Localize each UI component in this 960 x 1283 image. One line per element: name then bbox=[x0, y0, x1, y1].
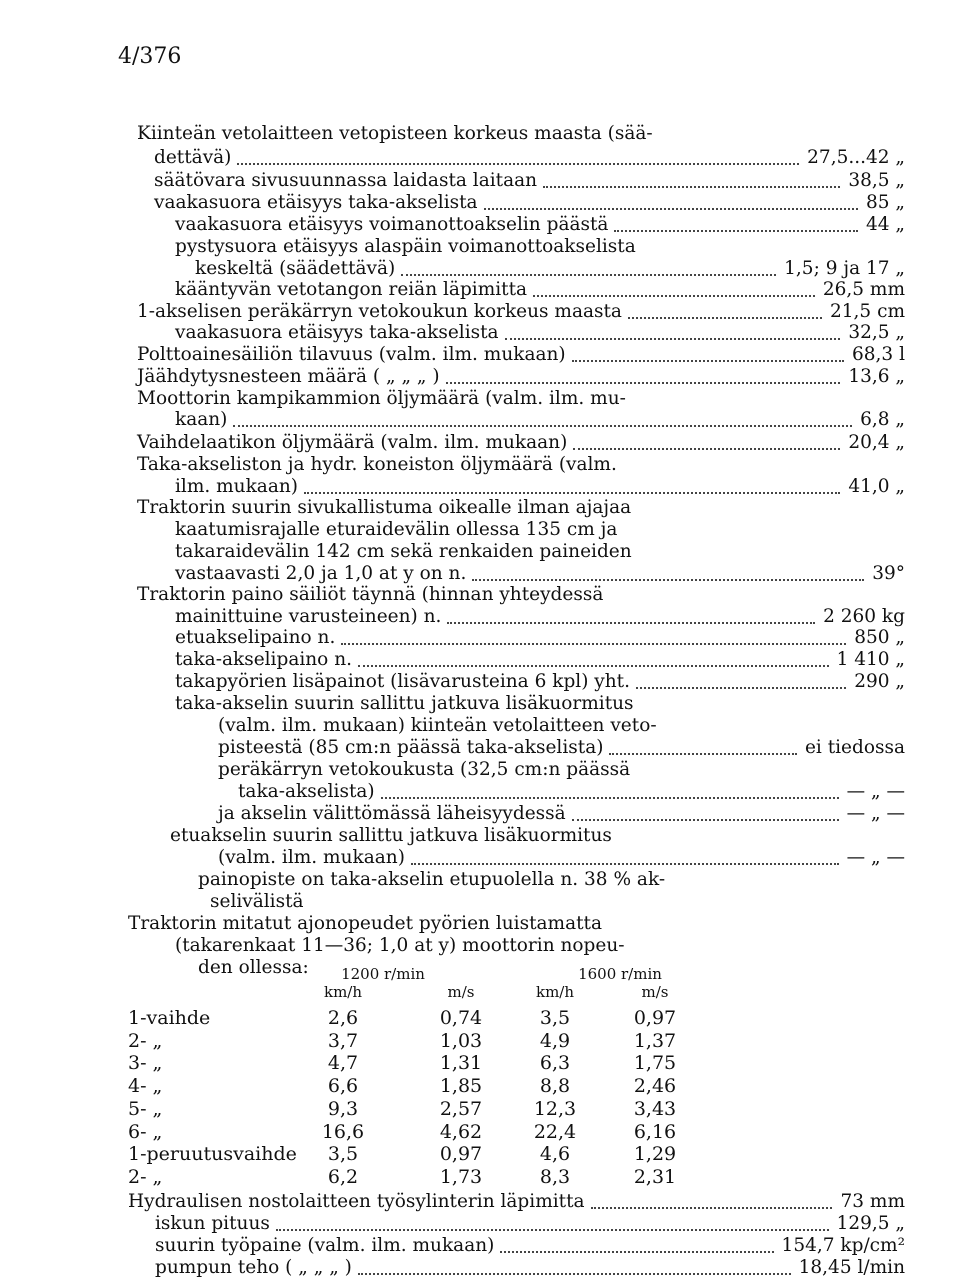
spec-label: kaan) bbox=[175, 409, 228, 430]
spec-label: Traktorin suurin sivukallistuma oikealle ilman ajajaa bbox=[137, 497, 632, 518]
speed-cell: 1,85 bbox=[439, 1075, 483, 1098]
speed-cell: 4,9 bbox=[539, 1029, 571, 1052]
spec-leader-dots bbox=[401, 258, 776, 276]
spec-row bbox=[0, 563, 960, 585]
spec-label: Jäähdytysnesteen määrä ( „ „ „ ) bbox=[137, 366, 440, 387]
spec-label: taka-akselipaino n. bbox=[175, 649, 352, 670]
spec-row bbox=[0, 891, 960, 913]
gear-label: 2- „ bbox=[128, 1029, 163, 1052]
spec-leader-dots bbox=[533, 279, 815, 297]
spec-value: 38,5 „ bbox=[848, 170, 905, 191]
spec-value: 1,5; 9 ja 17 „ bbox=[784, 258, 905, 279]
spec-leader-dots bbox=[411, 847, 839, 865]
speed-cell: 2,31 bbox=[633, 1165, 677, 1188]
speed-cell: 3,7 bbox=[327, 1029, 359, 1052]
speed-cell: 22,4 bbox=[533, 1120, 577, 1143]
spec-row bbox=[0, 322, 960, 344]
hydraulic-spec-label: suurin työpaine (valm. ilm. mukaan) bbox=[155, 1235, 495, 1256]
spec-leader-dots bbox=[573, 432, 840, 450]
speed-cell: 4,62 bbox=[439, 1120, 483, 1143]
gear-label: 1-peruutusvaihde bbox=[128, 1143, 297, 1166]
speed-cell: 6,6 bbox=[327, 1075, 359, 1098]
spec-label: takapyörien lisäpainot (lisävarusteina 6 kpl) yht. bbox=[175, 671, 630, 692]
spec-row bbox=[0, 301, 960, 323]
speed-cell: 4,7 bbox=[327, 1052, 359, 1075]
spec-label: den ollessa: bbox=[198, 957, 309, 978]
speed-cell: 2,57 bbox=[439, 1097, 483, 1120]
spec-row bbox=[0, 366, 960, 388]
spec-label: (takarenkaat 11—36; 1,0 at y) moottorin nopeu- bbox=[175, 935, 625, 956]
spec-row bbox=[0, 344, 960, 366]
speed-cell: 0,74 bbox=[439, 1007, 483, 1029]
spec-label: Vaihdelaatikon öljymäärä (valm. ilm. mukaan) bbox=[137, 432, 568, 453]
spec-label: Traktorin mitatut ajonopeudet pyörien luistamatta bbox=[128, 913, 603, 934]
spec-label: 1-akselisen peräkärryn vetokoukun korkeus maasta bbox=[137, 301, 622, 322]
gear-label: 2- „ bbox=[128, 1165, 163, 1188]
kmh-header-1: km/h bbox=[323, 983, 363, 1001]
spec-value: 13,6 „ bbox=[848, 366, 905, 387]
spec-label: (valm. ilm. mukaan) kiinteän vetolaitteen veto- bbox=[218, 715, 657, 736]
spec-label: Kiinteän vetolaitteen vetopisteen korkeus maasta (sää- bbox=[137, 123, 653, 144]
spec-value: 21,5 cm bbox=[830, 301, 905, 322]
spec-label: selivälistä bbox=[210, 891, 304, 912]
spec-value: 6,8 „ bbox=[860, 409, 905, 430]
ms-header-1: m/s bbox=[447, 983, 475, 1001]
spec-label: vaakasuora etäisyys taka-akselista bbox=[154, 192, 478, 213]
spec-label: taka-akselista) bbox=[238, 781, 375, 802]
spec-row bbox=[0, 279, 960, 301]
speed-cell: 1,73 bbox=[439, 1165, 483, 1188]
spec-label: keskeltä (säädettävä) bbox=[195, 258, 396, 279]
spec-label: pystysuora etäisyys alaspäin voimanottoakselista bbox=[175, 236, 636, 257]
spec-label: dettävä) bbox=[154, 147, 232, 168]
speed-cell: 12,3 bbox=[533, 1097, 577, 1120]
spec-label: (valm. ilm. mukaan) bbox=[218, 847, 405, 868]
spec-leader-dots bbox=[341, 627, 846, 645]
hydraulic-spec-label: iskun pituus bbox=[155, 1213, 270, 1234]
kmh-header-2: km/h bbox=[535, 983, 575, 1001]
hydraulic-spec-row bbox=[0, 1191, 960, 1213]
spec-value: 44 „ bbox=[865, 214, 905, 235]
spec-row bbox=[0, 759, 960, 781]
spec-row bbox=[0, 781, 960, 803]
spec-leader-dots bbox=[572, 344, 844, 362]
spec-row bbox=[0, 541, 960, 563]
spec-row bbox=[0, 869, 960, 891]
hydraulic-spec-leader-dots bbox=[358, 1257, 791, 1275]
speed-cell: 3,5 bbox=[539, 1007, 571, 1029]
spec-row bbox=[0, 432, 960, 454]
spec-leader-dots bbox=[381, 781, 839, 799]
spec-label: mainittuine varusteineen) n. bbox=[175, 606, 442, 627]
spec-row bbox=[0, 454, 960, 476]
spec-row bbox=[0, 497, 960, 519]
hydraulic-spec-label: pumpun teho ( „ „ „ ) bbox=[155, 1257, 352, 1278]
spec-row bbox=[0, 847, 960, 869]
speed-cell: 3,43 bbox=[633, 1097, 677, 1120]
spec-value: 2 260 kg bbox=[823, 606, 905, 627]
spec-row bbox=[0, 584, 960, 606]
spec-label: vaakasuora etäisyys voimanottoakselin päästä bbox=[175, 214, 609, 235]
spec-leader-dots bbox=[358, 649, 829, 667]
spec-row bbox=[0, 693, 960, 715]
speed-cell: 9,3 bbox=[327, 1097, 359, 1120]
spec-row bbox=[0, 192, 960, 214]
spec-label: painopiste on taka-akselin etupuolella n. 38 % ak- bbox=[198, 869, 666, 890]
ms-header-2: m/s bbox=[641, 983, 669, 1001]
spec-value: 20,4 „ bbox=[848, 432, 905, 453]
gear-label: 4- „ bbox=[128, 1075, 163, 1098]
speed-cell: 0,97 bbox=[439, 1143, 483, 1166]
spec-label: kääntyvän vetotangon reiän läpimitta bbox=[175, 279, 528, 300]
speed-cell: 0,97 bbox=[633, 1007, 677, 1029]
spec-row bbox=[0, 476, 960, 498]
spec-label: taka-akselin suurin sallittu jatkuva lisäkuormitus bbox=[175, 693, 634, 714]
spec-leader-dots bbox=[237, 147, 799, 165]
spec-value: 39° bbox=[872, 563, 905, 584]
spec-leader-dots bbox=[447, 606, 815, 624]
spec-label: vaakasuora etäisyys taka-akselista bbox=[175, 322, 499, 343]
page-number: 4/376 bbox=[118, 44, 182, 69]
hydraulic-spec-leader-dots bbox=[591, 1191, 833, 1209]
spec-value: 26,5 mm bbox=[822, 279, 905, 300]
gear-label: 6- „ bbox=[128, 1120, 163, 1143]
spec-row bbox=[0, 825, 960, 847]
spec-value: 85 „ bbox=[865, 192, 905, 213]
spec-leader-dots bbox=[472, 563, 864, 581]
spec-row bbox=[0, 803, 960, 825]
spec-row bbox=[0, 606, 960, 628]
speed-cell: 1,31 bbox=[439, 1052, 483, 1075]
spec-label: ilm. mukaan) bbox=[175, 476, 298, 497]
hydraulic-spec-row bbox=[0, 1235, 960, 1257]
spec-value: 41,0 „ bbox=[848, 476, 905, 497]
spec-leader-dots bbox=[628, 301, 822, 319]
spec-label: Moottorin kampikammion öljymäärä (valm. ilm. mu- bbox=[137, 388, 626, 409]
rpm-1600-header: 1600 r/min bbox=[578, 965, 662, 983]
spec-row bbox=[0, 957, 960, 979]
rpm-1200-header: 1200 r/min bbox=[341, 965, 425, 983]
spec-row bbox=[0, 123, 960, 145]
spec-row bbox=[0, 715, 960, 737]
spec-label: kaatumisrajalle eturaidevälin ollessa 135 cm ja bbox=[175, 519, 618, 540]
spec-row bbox=[0, 214, 960, 236]
speed-cell: 6,3 bbox=[539, 1052, 571, 1075]
spec-label: säätövara sivusuunnassa laidasta laitaan bbox=[154, 170, 538, 191]
spec-value: 290 „ bbox=[854, 671, 905, 692]
spec-row bbox=[0, 519, 960, 541]
speed-cell: 6,2 bbox=[327, 1165, 359, 1188]
spec-value: 32,5 „ bbox=[848, 322, 905, 343]
hydraulic-spec-value: 18,45 l/min bbox=[798, 1257, 905, 1278]
spec-value: 850 „ bbox=[854, 627, 905, 648]
speed-cell: 3,5 bbox=[327, 1143, 359, 1166]
spec-label: Traktorin paino säiliöt täynnä (hinnan yhteydessä bbox=[137, 584, 604, 605]
spec-row bbox=[0, 170, 960, 192]
spec-row bbox=[0, 737, 960, 759]
spec-label: pisteestä (85 cm:n päässä taka-akselista) bbox=[218, 737, 604, 758]
spec-row bbox=[0, 935, 960, 957]
speed-cell: 6,16 bbox=[633, 1120, 677, 1143]
spec-value: ei tiedossa bbox=[804, 737, 905, 758]
spec-label: Taka-akseliston ja hydr. koneiston öljymäärä (valm. bbox=[137, 454, 617, 475]
spec-leader-dots bbox=[446, 366, 841, 384]
speed-cell: 1,29 bbox=[633, 1143, 677, 1166]
spec-leader-dots bbox=[505, 322, 841, 340]
spec-leader-dots bbox=[484, 192, 858, 210]
spec-leader-dots bbox=[636, 671, 846, 689]
spec-row bbox=[0, 913, 960, 935]
spec-row bbox=[0, 409, 960, 431]
spec-row bbox=[0, 627, 960, 649]
spec-row bbox=[0, 649, 960, 671]
spec-label: etuakselin suurin sallittu jatkuva lisäkuormitus bbox=[170, 825, 612, 846]
spec-label: takaraidevälin 142 cm sekä renkaiden paineiden bbox=[175, 541, 632, 562]
spec-value: — „ — bbox=[846, 781, 905, 802]
spec-label: ja akselin välittömässä läheisyydessä bbox=[218, 803, 566, 824]
spec-leader-dots bbox=[233, 409, 852, 427]
speed-cell: 1,03 bbox=[439, 1029, 483, 1052]
spec-row bbox=[0, 236, 960, 258]
hydraulic-spec-leader-dots bbox=[500, 1235, 773, 1253]
spec-value: — „ — bbox=[846, 803, 905, 824]
speed-cell: 8,3 bbox=[539, 1165, 571, 1188]
spec-row bbox=[0, 147, 960, 169]
hydraulic-spec-value: 73 mm bbox=[840, 1191, 905, 1212]
hydraulic-spec-value: 154,7 kp/cm² bbox=[781, 1235, 905, 1256]
gear-label: 3- „ bbox=[128, 1052, 163, 1075]
spec-value: 27,5...42 „ bbox=[807, 147, 905, 168]
gear-label: 1-vaihde bbox=[128, 1007, 211, 1029]
hydraulic-spec-row bbox=[0, 1257, 960, 1279]
spec-label: Polttoainesäiliön tilavuus (valm. ilm. mukaan) bbox=[137, 344, 566, 365]
spec-row bbox=[0, 388, 960, 410]
spec-leader-dots bbox=[304, 476, 840, 494]
speed-cell: 1,37 bbox=[633, 1029, 677, 1052]
spec-row bbox=[0, 671, 960, 693]
spec-value: 68,3 l bbox=[852, 344, 905, 365]
spec-leader-dots bbox=[572, 803, 839, 821]
speed-cell: 8,8 bbox=[539, 1075, 571, 1098]
spec-row bbox=[0, 258, 960, 280]
gear-label: 5- „ bbox=[128, 1097, 163, 1120]
hydraulic-spec-value: 129,5 „ bbox=[836, 1213, 905, 1234]
hydraulic-spec-row bbox=[0, 1213, 960, 1235]
spec-leader-dots bbox=[543, 170, 840, 188]
hydraulic-spec-label: Hydraulisen nostolaitteen työsylinterin läpimitta bbox=[128, 1191, 585, 1212]
speed-cell: 1,75 bbox=[633, 1052, 677, 1075]
speed-cell: 2,6 bbox=[327, 1007, 359, 1029]
hydraulic-spec-leader-dots bbox=[276, 1213, 829, 1231]
speed-cell: 16,6 bbox=[321, 1120, 365, 1143]
spec-label: etuakselipaino n. bbox=[175, 627, 336, 648]
spec-label: vastaavasti 2,0 ja 1,0 at y on n. bbox=[175, 563, 467, 584]
spec-leader-dots bbox=[609, 737, 797, 755]
spec-label: peräkärryn vetokoukusta (32,5 cm:n päässä bbox=[218, 759, 631, 780]
spec-leader-dots bbox=[614, 214, 858, 232]
spec-value: — „ — bbox=[846, 847, 905, 868]
speed-cell: 4,6 bbox=[539, 1143, 571, 1166]
speed-cell: 2,46 bbox=[633, 1075, 677, 1098]
spec-value: 1 410 „ bbox=[836, 649, 905, 670]
